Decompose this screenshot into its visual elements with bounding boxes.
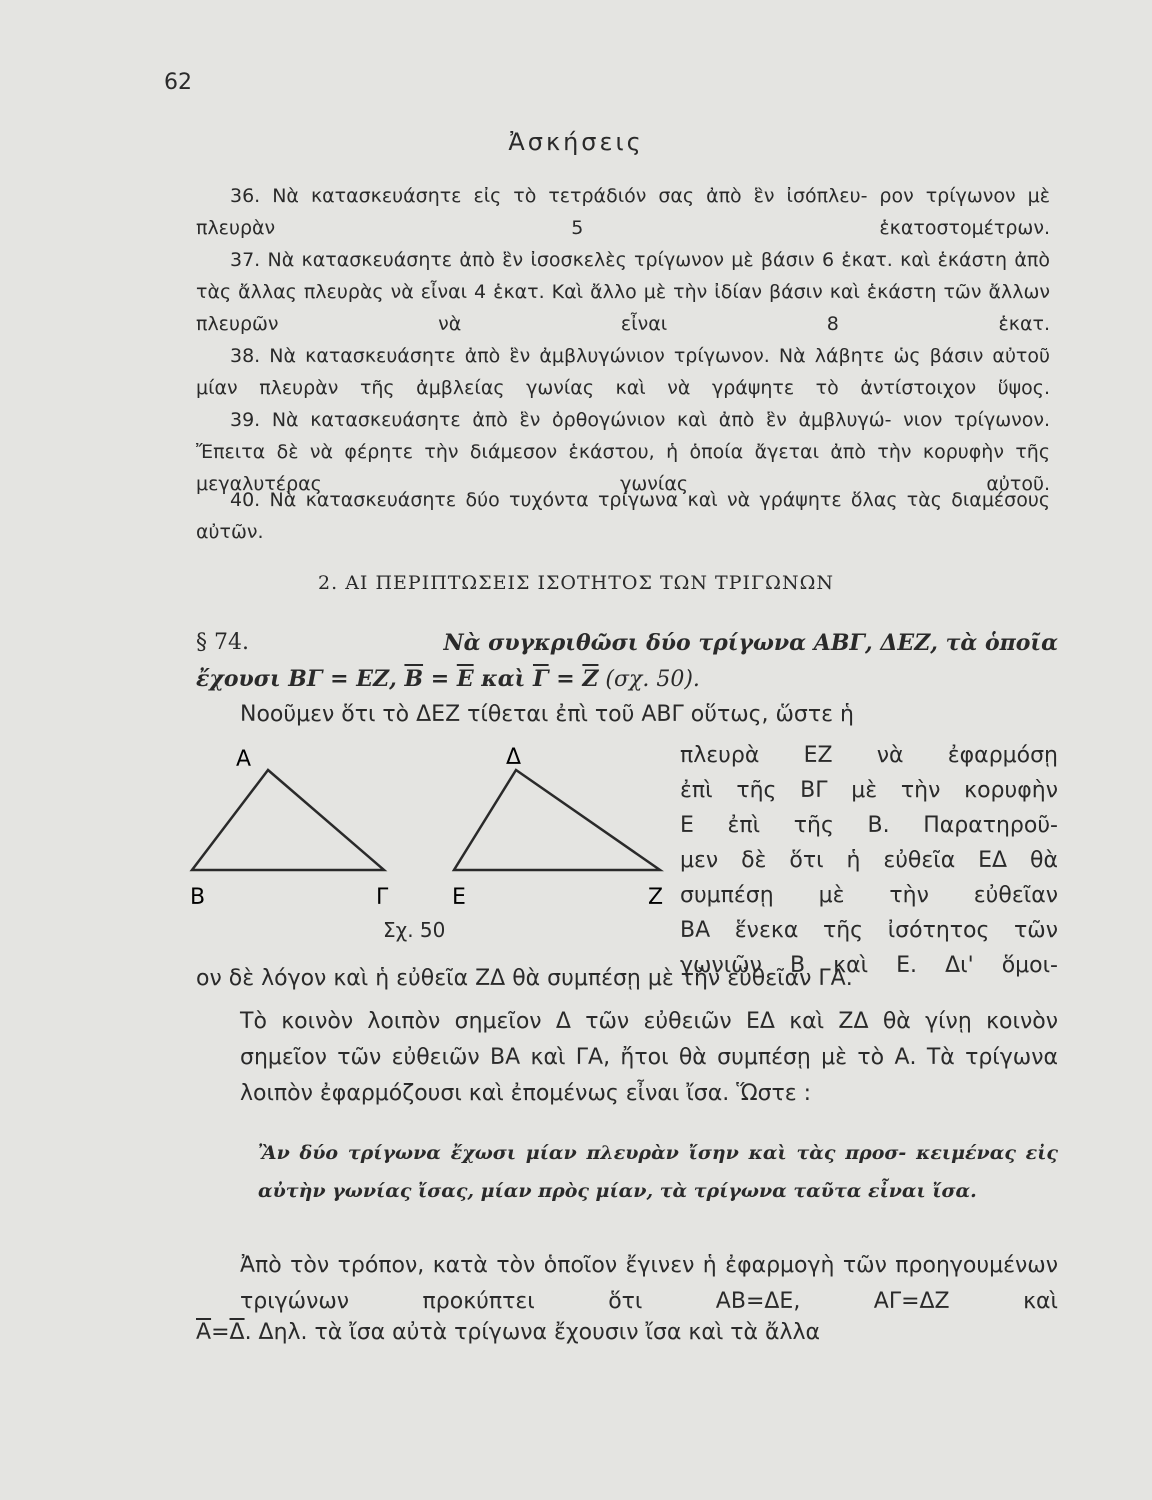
figure-50: [180, 740, 670, 920]
exercise-36: 36. Νὰ κατασκευάσητε εἰς τὸ τετράδιόν σας ἀπὸ ἓν ἰσόπλευ- ρον τρίγωνον μὲ πλευρὰν 5 ἑκατοστομέτρων.: [196, 185, 1050, 239]
page-number: 62: [164, 70, 192, 95]
theorem-line1: Νὰ συγκριθῶσι δύο τρίγωνα ΑΒΓ, ΔΕΖ, τὰ ὁποῖα: [443, 630, 1058, 656]
body-flow: πλευρὰ ΕΖ νὰ ἐφαρμόσῃ ἐπὶ τῆς ΒΓ μὲ τὴν κορυφὴν Ε ἐπὶ τῆς Β. Παρατηροῦ- μεν δὲ ὅτι ἡ εὐθεῖα ΕΔ θὰ συμπέσῃ μὲ τὴν εὐθεῖαν ΒΑ ἕνεκα τῆς ἰσότητος τῶν γωνιῶν Β καὶ Ε. Δι' ὅμοι-: [680, 743, 1058, 978]
angle-a: $\overline{A}$: [196, 1320, 212, 1345]
body-line-1: Νοοῦμεν ὅτι τὸ ΔΕΖ τίθεται ἐπὶ τοῦ ΑΒΓ οὕτως, ὥστε ἡ: [240, 702, 854, 727]
exercise-40: 40. Νὰ κατασκευάσητε δύο τυχόντα τρίγωνα καὶ νὰ γράψητε ὅλας τὰς διαμέσους αὐτῶν.: [196, 489, 1050, 543]
angle-z: $\overline{Z}$: [582, 666, 599, 692]
paragraph-2: Τὸ κοινὸν λοιπὸν σημεῖον Δ τῶν εὐθειῶν ΕΔ καὶ ΖΔ θὰ γίνῃ κοινὸν σημεῖον τῶν εὐθειῶν ΒΑ καὶ ΓΑ, ἤτοι θὰ συμπέσῃ μὲ τὸ Α. Τὰ τρίγωνα λοιπὸν ἐφαρμόζουσι καὶ ἐπομένως εἶναι ἴσα. Ὥστε :: [240, 1009, 1058, 1106]
exercise-37: 37. Νὰ κατασκευάσητε ἀπὸ ἓν ἰσοσκελὲς τρίγωνον μὲ βάσιν 6 ἑκατ. καὶ ἑκάστη ἀπὸ τὰς ἄλλας πλευρὰς νὰ εἶναι 4 ἑκατ. Καὶ ἄλλο μὲ τὴν ἰδίαν βάσιν καὶ ἑκάστη τῶν ἄλλων πλευρῶν νὰ εἶναι 8 ἑκατ.: [196, 249, 1050, 335]
body-line-after: ον δὲ λόγον καὶ ἡ εὐθεῖα ΖΔ θὰ συμπέσῃ μὲ τὴν εὐθεῖαν ΓΑ.: [196, 966, 853, 991]
theorem-statement: [196, 622, 1058, 664]
theorem-rule: Ἂν δύο τρίγωνα ἔχωσι μίαν πλευρὰν ἴσην καὶ τὰς προσ- κειμένας εἰς αὐτὴν γωνίας ἴσας, μίαν πρὸς μίαν, τὰ τρίγωνα ταῦτα εἶναι ἴσα.: [258, 1142, 1058, 1202]
angle-e: $\overline{E}$: [456, 666, 474, 692]
label-b: Β: [190, 885, 206, 910]
angle-b: $\overline{B}$: [404, 666, 424, 692]
section-heading: 2. ΑΙ ΠΕΡΙΠΤΩΣΕΙΣ ΙΣΟΤΗΤΟΣ ΤΩΝ ΤΡΙΓΩΝΩΝ: [318, 572, 834, 594]
exercise-39: 39. Νὰ κατασκευάσητε ἀπὸ ἓν ὀρθογώνιον καὶ ἀπὸ ἓν ἀμβλυγώ- νιον τρίγωνον. Ἔπειτα δὲ νὰ φέρητε τὴν διάμεσον ἑκάστου, ἡ ὁποία ἄγεται ἀπὸ τὴν κορυφὴν τῆς μεγαλυτέρας γωνίας αὐτοῦ.: [196, 409, 1050, 495]
paragraph-number: § 74.: [196, 630, 249, 655]
triangle-abg: [192, 770, 384, 870]
angle-g: $\overline{\Gamma}$: [532, 666, 549, 692]
label-a: Α: [236, 747, 252, 772]
label-g: Γ: [376, 885, 389, 910]
label-e: Ε: [452, 885, 466, 910]
exercises-heading: Ἀσκήσεις: [508, 128, 644, 156]
label-z: Ζ: [648, 885, 664, 910]
last-line: $\overline{A}=\overline{\Delta}$. Δηλ. τὰ ἴσα αὐτὰ τρίγωνα ἔχουσιν ἴσα καὶ τὰ ἄλλα: [196, 1320, 821, 1345]
label-d: Δ: [506, 745, 522, 770]
paragraph-3: Ἀπὸ τὸν τρόπον, κατὰ τὸν ὁποῖον ἔγινεν ἡ ἐφαρμογὴ τῶν προηγουμένων τριγώνων προκύπτει ὅτι ΑΒ=ΔΕ, ΑΓ=ΔΖ καὶ: [240, 1253, 1058, 1314]
figure-caption: Σχ. 50: [383, 918, 446, 942]
triangle-dez: [454, 770, 660, 870]
angle-d: $\overline{\Delta}$: [229, 1320, 245, 1345]
exercise-38: 38. Νὰ κατασκευάσητε ἀπὸ ἓν ἀμβλυγώνιον τρίγωνον. Νὰ λάβητε ὡς βάσιν αὐτοῦ μίαν πλευρὰν τῆς ἀμβλείας γωνίας καὶ νὰ γράψητε τὸ ἀντίστοιχον ὕψος.: [196, 345, 1050, 399]
theorem-line2: ἔχουσι ΒΓ = ΕΖ, $\overline{B} = \overline{E}$ καὶ $\overline{\Gamma} = \overline{Z}$ (σχ. 50).: [196, 666, 700, 692]
